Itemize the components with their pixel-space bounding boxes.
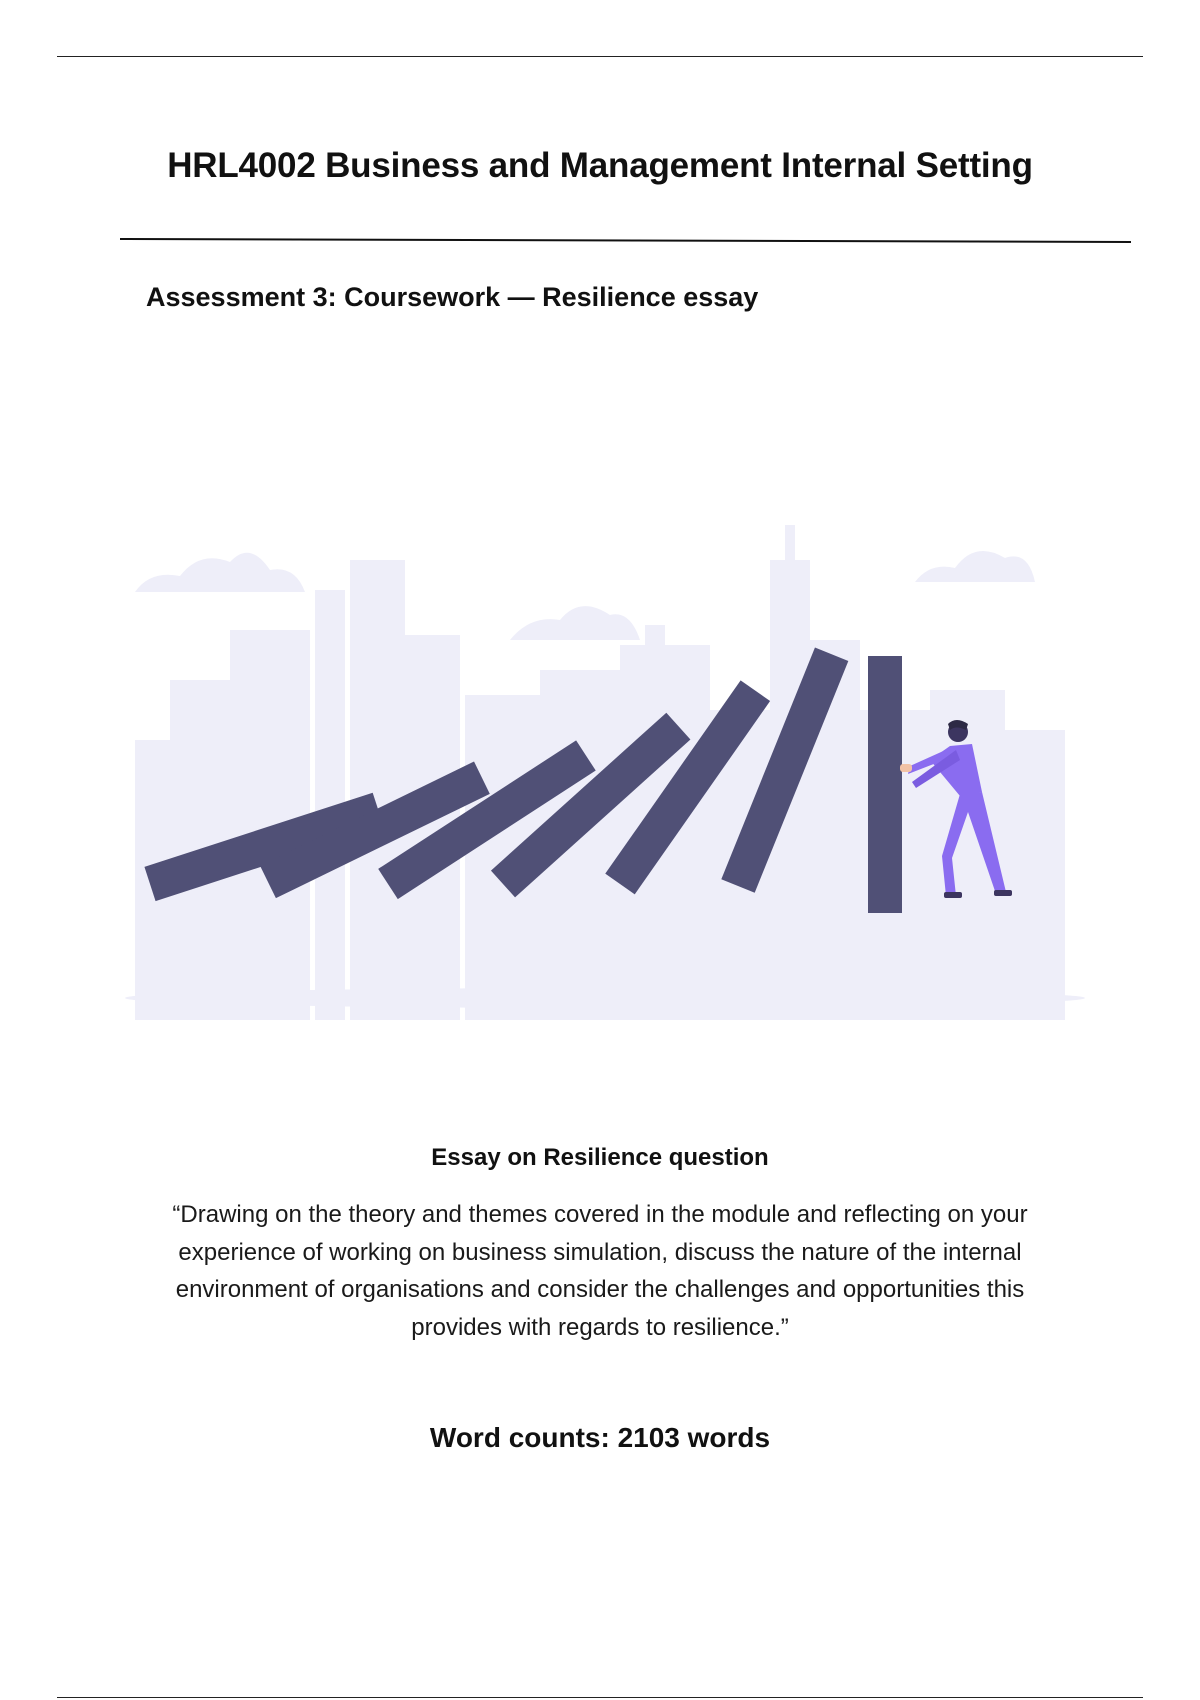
question-heading: Essay on Resilience question	[431, 1144, 769, 1171]
essay-question-text: “Drawing on the theory and themes covered in the module and reflecting on your experience of working on business simulation, discuss the nature of the internal environment of organisations and consider the challenges and opportunities this provides with regards to resilience.”	[172, 1201, 1028, 1341]
document-title: HRL4002 Business and Management Internal Setting	[167, 146, 1033, 185]
assessment-subtitle: Assessment 3: Coursework — Resilience essay	[146, 282, 759, 312]
title-underline	[120, 238, 1131, 243]
top-rule	[57, 56, 1143, 57]
word-count: Word counts: 2103 words	[429, 1422, 771, 1453]
dominoes-illustration	[110, 520, 1100, 1040]
bottom-rule	[57, 1697, 1143, 1698]
